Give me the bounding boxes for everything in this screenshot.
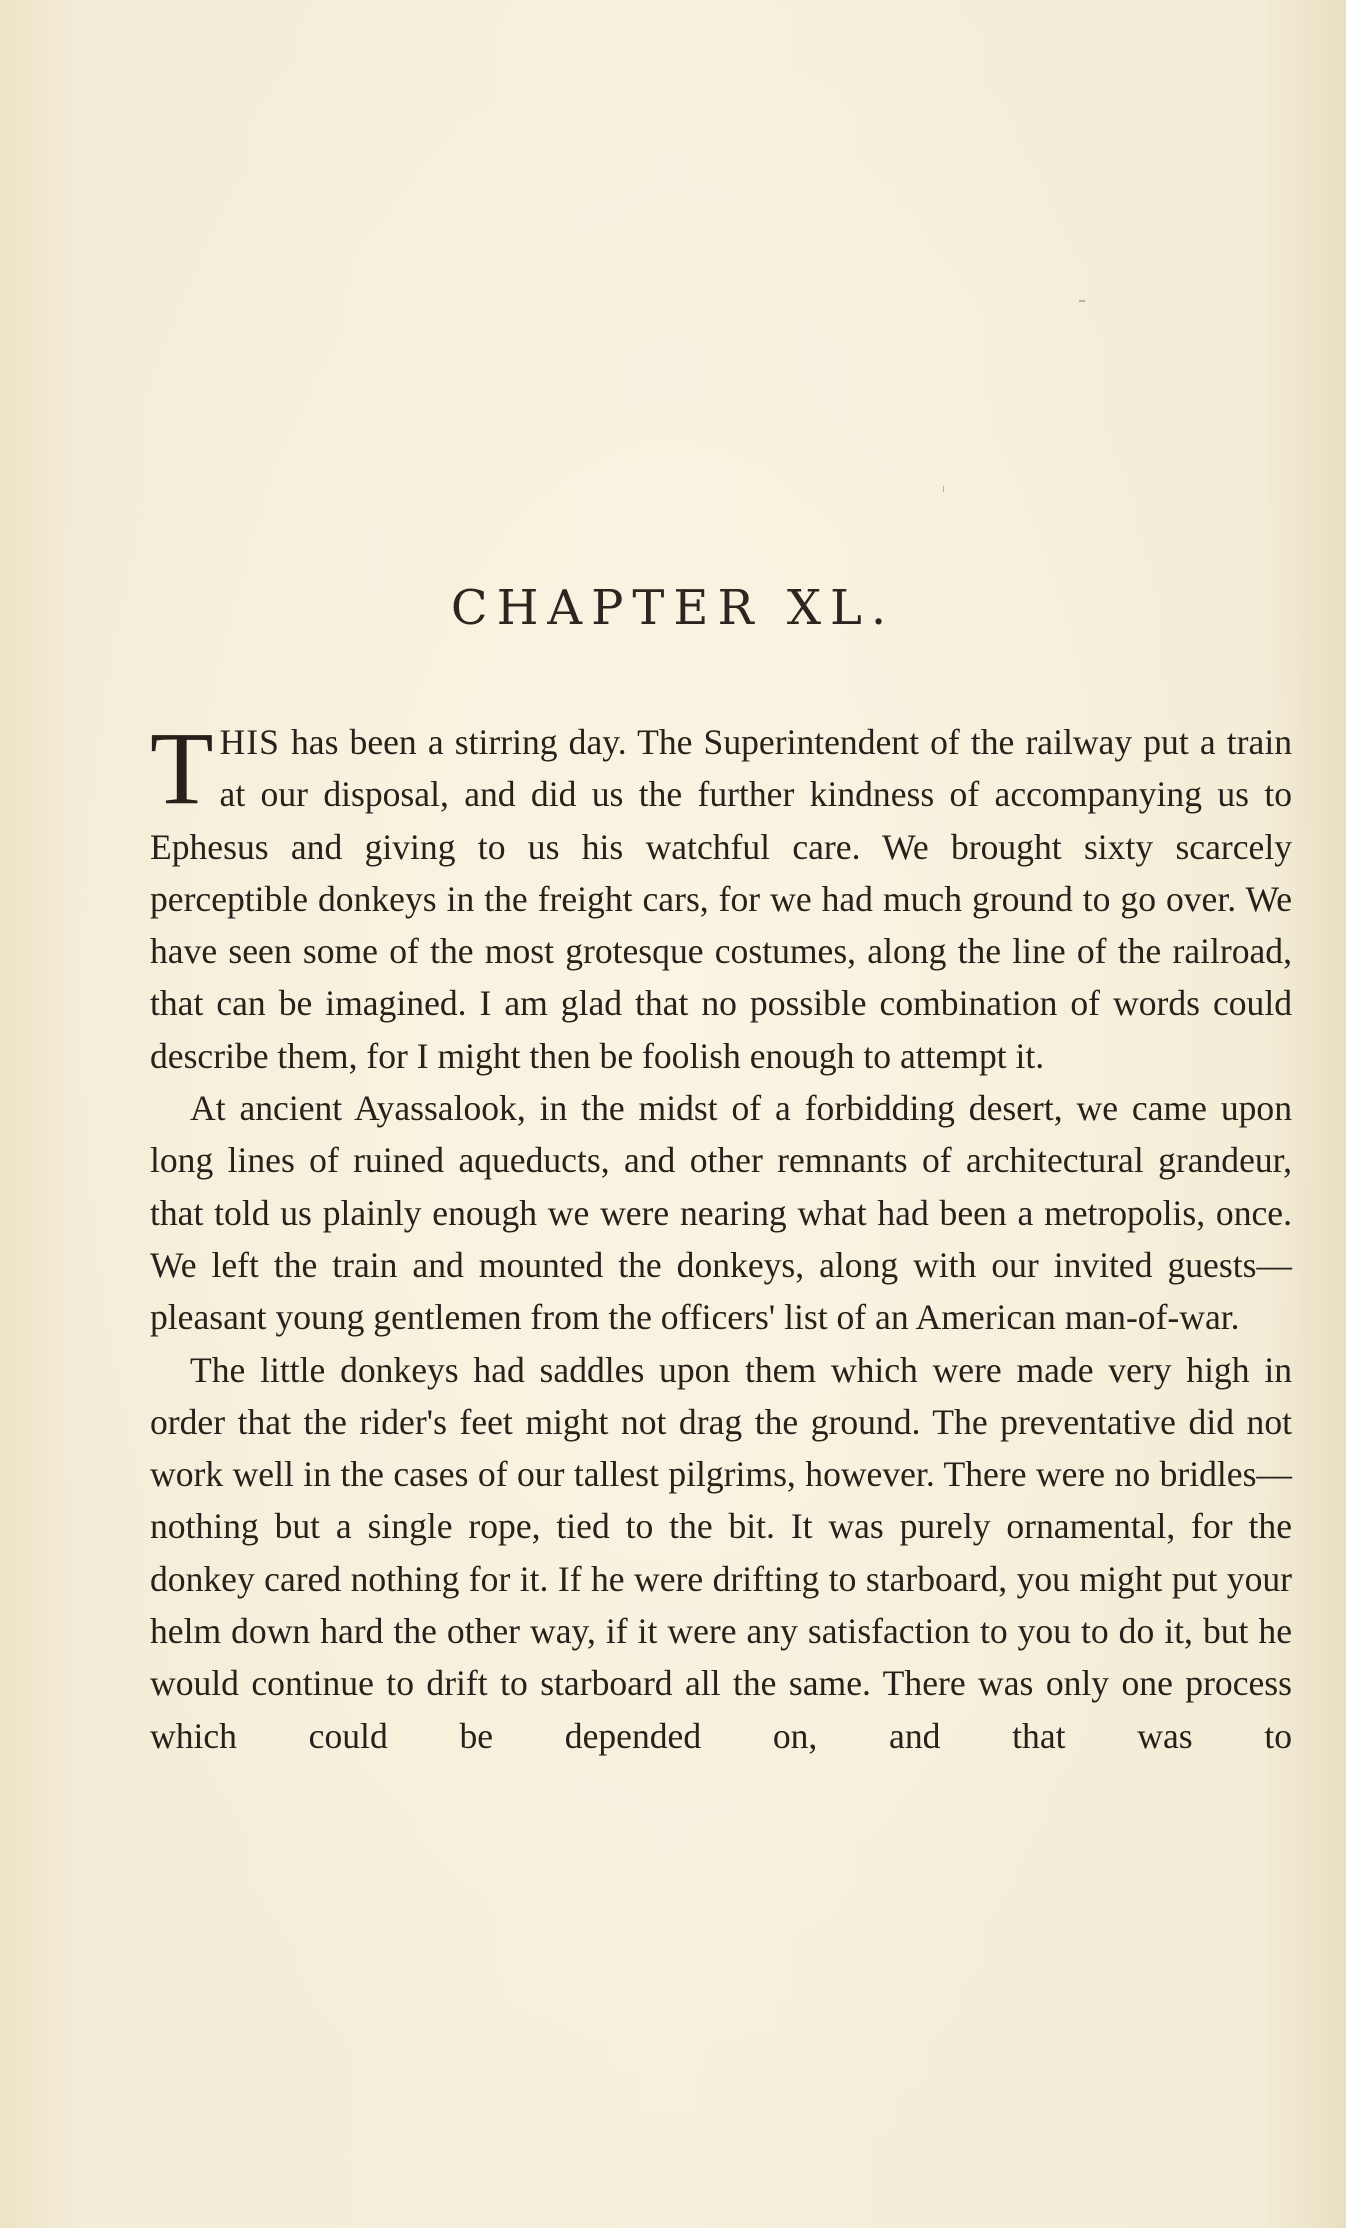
paragraph-1-lead-word: HIS bbox=[219, 722, 280, 762]
paragraph-3: The little donkeys had saddles upon them which were made very high in order that the rider's feet might not drag the ground. The preventative did not work well in the cases of our tallest pilgrims, however. There were no bridles—nothing but a single rope, tied to the bit. It was purely ornamental, for the donkey cared nothing for it. If he were drifting to starboard, you might put your helm down hard the other way, if it were any satisfaction to you to do it, but he would continue to drift to starboard all the same. There was only one process which could be depended on, and that was to bbox=[150, 1349, 1292, 1756]
page-speck bbox=[1079, 300, 1085, 302]
paragraph-1-text: has been a stirring day. The Superintendent of the railway put a train at our disposal, and did us the further kindness of accompanying us to Ephesus and giving to us his watchful care. We brought sixty scarcely perceptible donkeys in the freight cars, for we had much ground to go over. We have seen some of the most grotesque costumes, along the line of the railroad, that can be imagined. I am glad that no possible combination of words could describe them, for I might then be foolish enough to attempt it. bbox=[150, 722, 1292, 1076]
drop-cap-letter: T bbox=[150, 711, 214, 826]
paragraph-1 bbox=[150, 711, 1292, 1082]
chapter-title: CHAPTER XL. bbox=[450, 580, 896, 636]
chapter-body bbox=[150, 711, 1292, 1762]
page-speck bbox=[943, 486, 944, 492]
paragraph-2: At ancient Ayassalook, in the midst of a forbidding desert, we came upon long lines of ruined aqueducts, and other remnants of architectural grandeur, that told us plainly enough we were nearing what had been a metropolis, once. We left the train and mounted the donkeys, along with our invited guests—pleasant young gentlemen from the officers' list of an American man-of-war. bbox=[150, 1088, 1292, 1338]
